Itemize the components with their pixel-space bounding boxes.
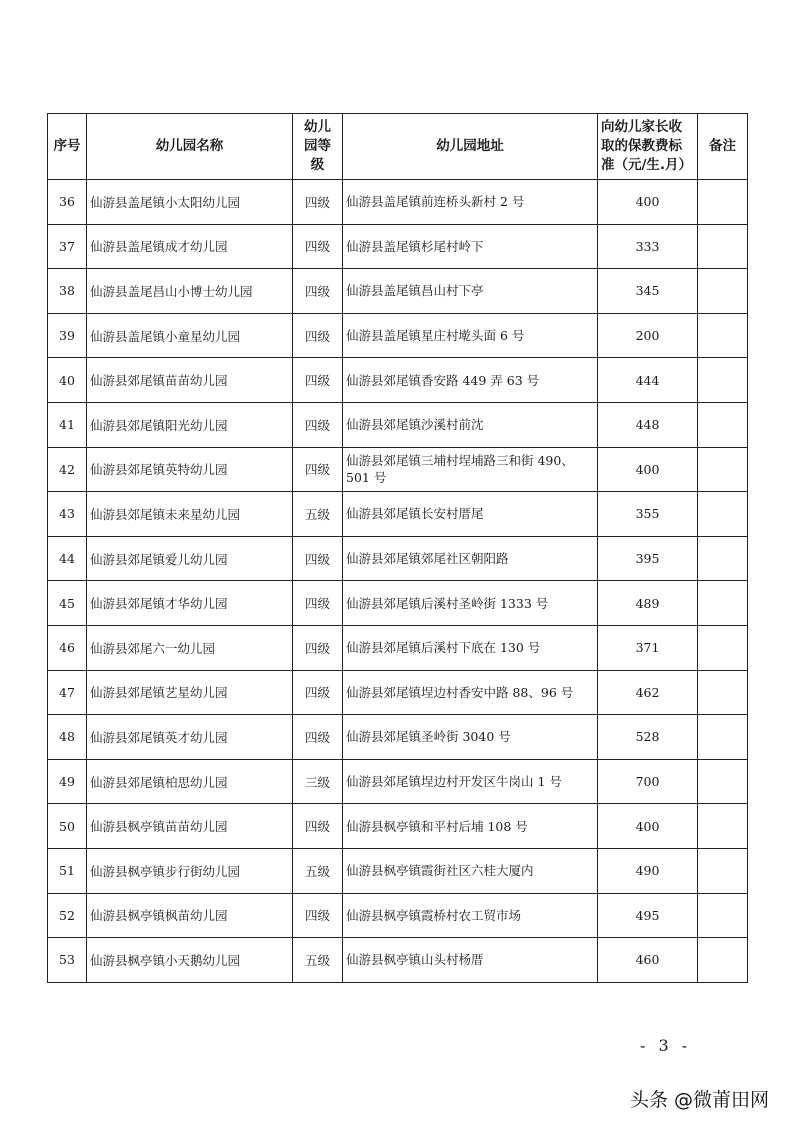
cell-fee: 460 — [598, 938, 698, 983]
cell-grade: 四级 — [293, 536, 343, 581]
cell-name: 仙游县枫亭镇小天鹅幼儿园 — [87, 938, 293, 983]
cell-name: 仙游县盖尾昌山小博士幼儿园 — [87, 269, 293, 314]
cell-remark — [698, 804, 748, 849]
cell-no: 48 — [48, 715, 87, 760]
cell-name: 仙游县盖尾镇小太阳幼儿园 — [87, 180, 293, 225]
cell-grade: 四级 — [293, 804, 343, 849]
cell-no: 36 — [48, 180, 87, 225]
cell-fee: 448 — [598, 402, 698, 447]
cell-address: 仙游县郊尾镇埕边村开发区牛岗山 1 号 — [343, 759, 598, 804]
cell-fee: 395 — [598, 536, 698, 581]
cell-remark — [698, 938, 748, 983]
cell-name: 仙游县郊尾镇艺星幼儿园 — [87, 670, 293, 715]
cell-no: 51 — [48, 848, 87, 893]
cell-name: 仙游县枫亭镇步行街幼儿园 — [87, 848, 293, 893]
cell-name: 仙游县郊尾镇未来星幼儿园 — [87, 492, 293, 537]
table-row — [48, 938, 748, 983]
cell-grade: 四级 — [293, 224, 343, 269]
cell-fee: 371 — [598, 625, 698, 670]
cell-grade: 三级 — [293, 759, 343, 804]
cell-name: 仙游县郊尾镇苗苗幼儿园 — [87, 358, 293, 403]
cell-grade: 五级 — [293, 938, 343, 983]
cell-address: 仙游县盖尾镇昌山村下亭 — [343, 269, 598, 314]
cell-remark — [698, 447, 748, 492]
cell-address: 仙游县郊尾镇沙溪村前沈 — [343, 402, 598, 447]
cell-no: 40 — [48, 358, 87, 403]
table-row — [48, 893, 748, 938]
cell-grade: 四级 — [293, 180, 343, 225]
cell-remark — [698, 492, 748, 537]
cell-address: 仙游县枫亭镇山头村杨厝 — [343, 938, 598, 983]
cell-address: 仙游县郊尾镇埕边村香安中路 88、96 号 — [343, 670, 598, 715]
cell-name: 仙游县郊尾镇才华幼儿园 — [87, 581, 293, 626]
table-row — [48, 625, 748, 670]
table-row — [48, 269, 748, 314]
cell-grade: 四级 — [293, 269, 343, 314]
cell-address: 仙游县郊尾镇郊尾社区朝阳路 — [343, 536, 598, 581]
cell-remark — [698, 625, 748, 670]
cell-remark — [698, 180, 748, 225]
cell-name: 仙游县郊尾镇英特幼儿园 — [87, 447, 293, 492]
cell-address: 仙游县郊尾镇后溪村圣岭街 1333 号 — [343, 581, 598, 626]
cell-remark — [698, 715, 748, 760]
cell-remark — [698, 893, 748, 938]
cell-address: 仙游县郊尾镇三埔村埕埔路三和街 490、501 号 — [343, 447, 598, 492]
table-row — [48, 402, 748, 447]
cell-fee: 400 — [598, 447, 698, 492]
table-header-row — [48, 114, 748, 180]
table-row — [48, 581, 748, 626]
cell-no: 44 — [48, 536, 87, 581]
cell-remark — [698, 313, 748, 358]
cell-fee: 345 — [598, 269, 698, 314]
cell-fee: 700 — [598, 759, 698, 804]
cell-name: 仙游县郊尾镇柏思幼儿园 — [87, 759, 293, 804]
cell-remark — [698, 269, 748, 314]
cell-no: 42 — [48, 447, 87, 492]
cell-grade: 四级 — [293, 402, 343, 447]
cell-grade: 四级 — [293, 358, 343, 403]
kindergarten-fee-table — [47, 113, 748, 983]
cell-remark — [698, 759, 748, 804]
cell-no: 41 — [48, 402, 87, 447]
cell-no: 38 — [48, 269, 87, 314]
cell-no: 53 — [48, 938, 87, 983]
cell-address: 仙游县郊尾镇后溪村下底在 130 号 — [343, 625, 598, 670]
cell-address: 仙游县盖尾镇前连桥头新村 2 号 — [343, 180, 598, 225]
cell-no: 43 — [48, 492, 87, 537]
cell-name: 仙游县郊尾六一幼儿园 — [87, 625, 293, 670]
cell-remark — [698, 358, 748, 403]
cell-address: 仙游县郊尾镇香安路 449 弄 63 号 — [343, 358, 598, 403]
cell-fee: 490 — [598, 848, 698, 893]
cell-fee: 495 — [598, 893, 698, 938]
cell-address: 仙游县枫亭镇和平村后埔 108 号 — [343, 804, 598, 849]
cell-grade: 四级 — [293, 581, 343, 626]
header-fee: 向幼儿家长收取的保教费标准（元/生.月） — [598, 114, 698, 180]
source-watermark: 头条 @微莆田网 — [630, 1089, 770, 1111]
cell-grade: 四级 — [293, 447, 343, 492]
header-grade: 幼儿园等级 — [293, 114, 343, 180]
cell-name: 仙游县枫亭镇苗苗幼儿园 — [87, 804, 293, 849]
cell-fee: 355 — [598, 492, 698, 537]
header-no: 序号 — [48, 114, 87, 180]
cell-remark — [698, 581, 748, 626]
cell-address: 仙游县郊尾镇圣岭街 3040 号 — [343, 715, 598, 760]
page-number: - 3 - — [640, 1036, 692, 1055]
table-row — [48, 492, 748, 537]
table-row — [48, 670, 748, 715]
cell-grade: 四级 — [293, 313, 343, 358]
header-address: 幼儿园地址 — [343, 114, 598, 180]
cell-grade: 五级 — [293, 492, 343, 537]
header-remark: 备注 — [698, 114, 748, 180]
table-row — [48, 358, 748, 403]
cell-no: 47 — [48, 670, 87, 715]
cell-grade: 四级 — [293, 715, 343, 760]
header-name: 幼儿园名称 — [87, 114, 293, 180]
cell-fee: 200 — [598, 313, 698, 358]
cell-name: 仙游县郊尾镇阳光幼儿园 — [87, 402, 293, 447]
cell-no: 49 — [48, 759, 87, 804]
cell-address: 仙游县盖尾镇星庄村墘头面 6 号 — [343, 313, 598, 358]
cell-address: 仙游县枫亭镇霞桥村农工贸市场 — [343, 893, 598, 938]
cell-name: 仙游县盖尾镇成才幼儿园 — [87, 224, 293, 269]
table-row — [48, 447, 748, 492]
cell-no: 37 — [48, 224, 87, 269]
cell-grade: 四级 — [293, 670, 343, 715]
cell-grade: 四级 — [293, 625, 343, 670]
cell-fee: 400 — [598, 180, 698, 225]
table-row — [48, 313, 748, 358]
table-row — [48, 536, 748, 581]
cell-name: 仙游县郊尾镇英才幼儿园 — [87, 715, 293, 760]
cell-fee: 444 — [598, 358, 698, 403]
cell-remark — [698, 848, 748, 893]
table-row — [48, 180, 748, 225]
table-row — [48, 848, 748, 893]
cell-remark — [698, 402, 748, 447]
cell-address: 仙游县盖尾镇杉尾村岭下 — [343, 224, 598, 269]
table-body — [48, 180, 748, 983]
cell-remark — [698, 670, 748, 715]
cell-name: 仙游县盖尾镇小童星幼儿园 — [87, 313, 293, 358]
table-row — [48, 715, 748, 760]
cell-no: 45 — [48, 581, 87, 626]
table-row — [48, 759, 748, 804]
cell-no: 52 — [48, 893, 87, 938]
cell-name: 仙游县郊尾镇爱儿幼儿园 — [87, 536, 293, 581]
fee-table-container — [47, 113, 747, 983]
cell-no: 46 — [48, 625, 87, 670]
cell-fee: 462 — [598, 670, 698, 715]
cell-address: 仙游县郊尾镇长安村厝尾 — [343, 492, 598, 537]
cell-fee: 528 — [598, 715, 698, 760]
cell-grade: 四级 — [293, 893, 343, 938]
cell-address: 仙游县枫亭镇霞街社区六桂大厦内 — [343, 848, 598, 893]
cell-fee: 489 — [598, 581, 698, 626]
cell-fee: 333 — [598, 224, 698, 269]
table-row — [48, 804, 748, 849]
table-row — [48, 224, 748, 269]
cell-name: 仙游县枫亭镇枫苗幼儿园 — [87, 893, 293, 938]
cell-no: 50 — [48, 804, 87, 849]
cell-no: 39 — [48, 313, 87, 358]
cell-remark — [698, 224, 748, 269]
cell-remark — [698, 536, 748, 581]
cell-fee: 400 — [598, 804, 698, 849]
cell-grade: 五级 — [293, 848, 343, 893]
